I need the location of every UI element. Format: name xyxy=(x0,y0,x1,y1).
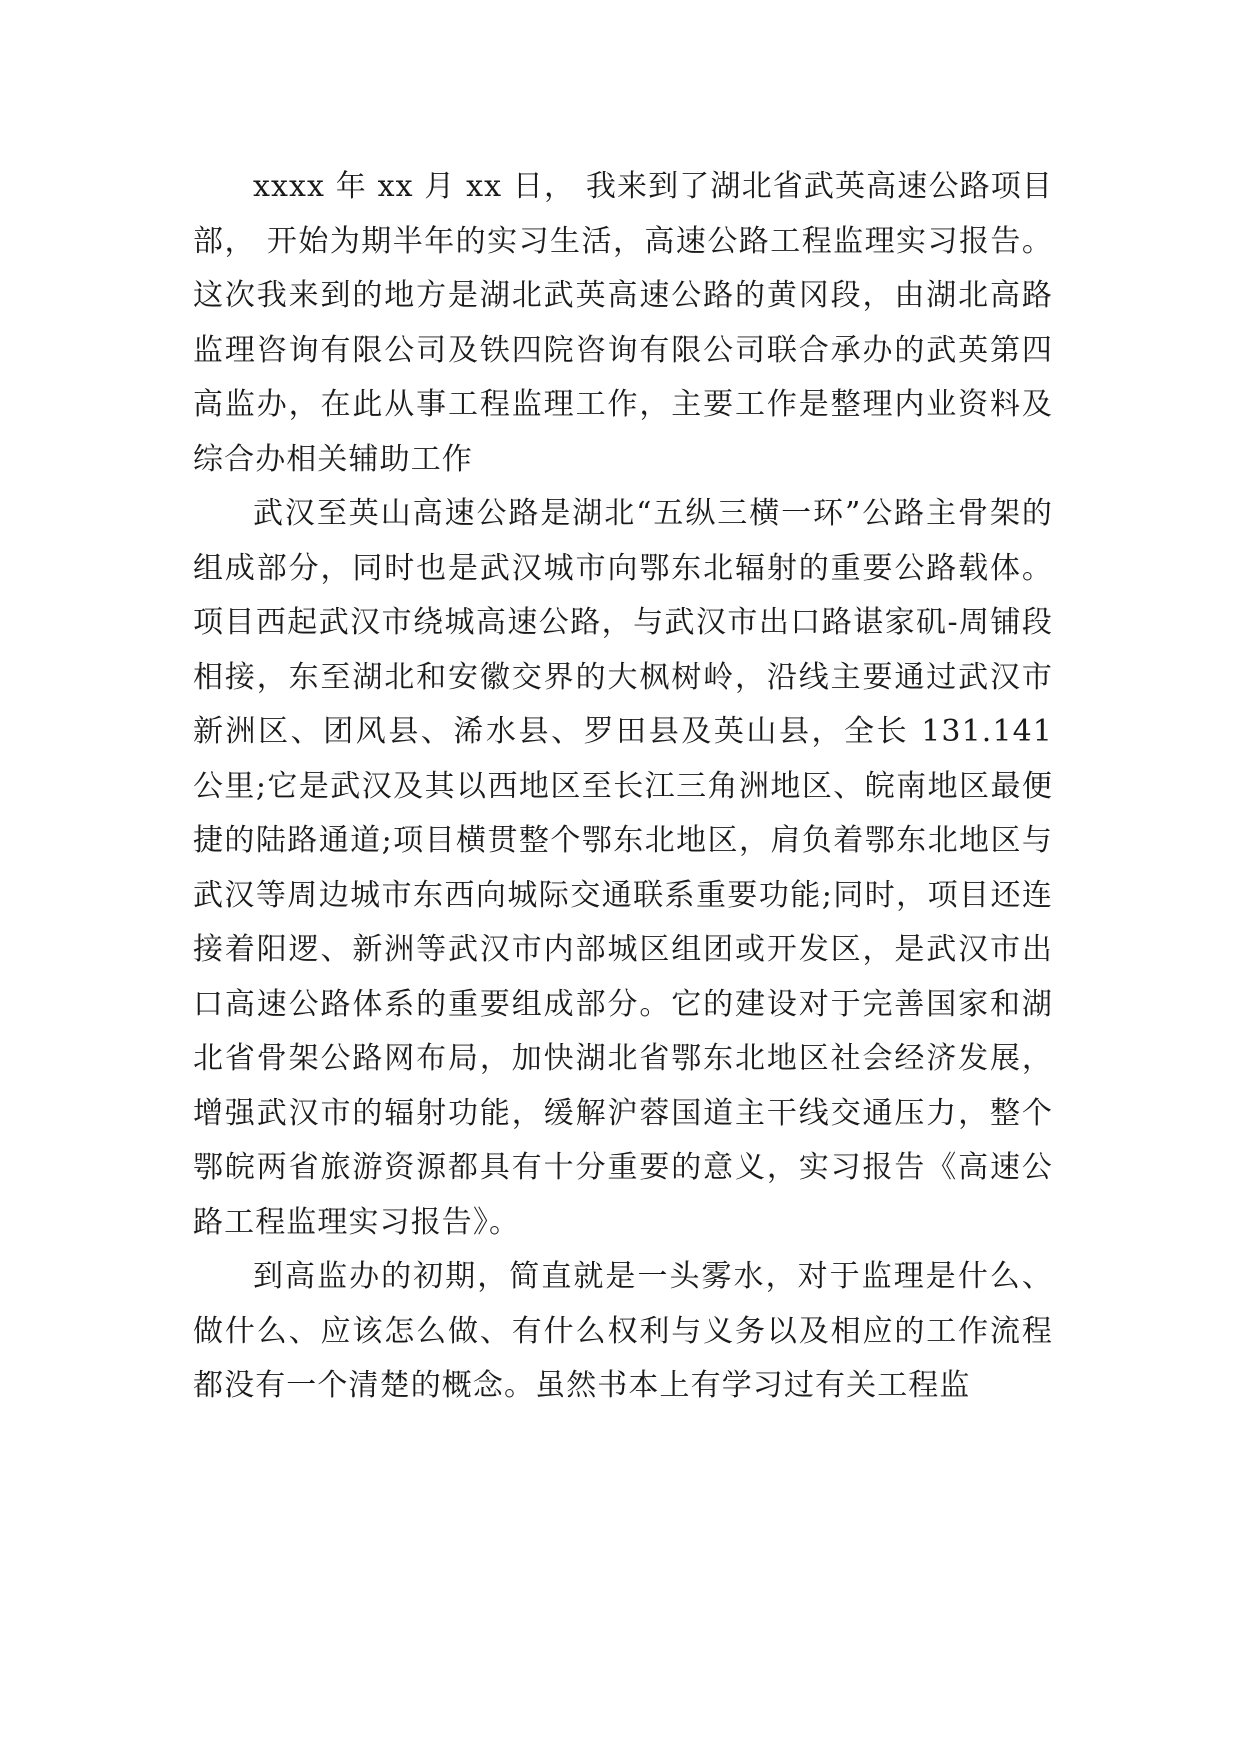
paragraph-2: 武汉至英山高速公路是湖北“五纵三横一环”公路主骨架的组成部分，同时也是武汉城市向鄂东北辐射的重要公路载体。项目西起武汉市绕城高速公路，与武汉市出口路谌家矶-周铺段相接，东至湖北和安徽交界的大枫树岭，沿线主要通过武汉市新洲区、团风县、浠水县、罗田县及英山县，全长 131.141 公里;它是武汉及其以西地区至长江三角洲地区、皖南地区最便捷的陆路通道;项目横贯整个鄂东北地区，肩负着鄂东北地区与武汉等周边城市东西向城际交通联系重要功能;同时，项目还连接着阳逻、新洲等武汉市内部城区组团或开发区，是武汉市出口高速公路体系的重要组成部分。它的建设对于完善国家和湖北省骨架公路网布局，加快湖北省鄂东北地区社会经济发展，增强武汉市的辐射功能，缓解沪蓉国道主干线交通压力，整个鄂皖两省旅游资源都具有十分重要的意义，实习报告《高速公路工程监理实习报告》。 xyxy=(193,496,1053,1240)
paragraph-1: xxxx 年 xx 月 xx 日， 我来到了湖北省武英高速公路项目部， 开始为期半年的实习生活，高速公路工程监理实习报告。这次我来到的地方是湖北武英高速公路的黄冈段，由湖北高路监理咨询有限公司及铁四院咨询有限公司联合承办的武英第四高监办，在此从事工程监理工作，主要工作是整理内业资料及综合办相关辅助工作 xyxy=(193,169,1053,477)
document-body xyxy=(193,160,1053,1414)
paragraph-3: 到高监办的初期，简直就是一头雾水，对于监理是什么、做什么、应该怎么做、有什么权利与义务以及相应的工作流程都没有一个清楚的概念。虽然书本上有学习过有关工程监 xyxy=(193,1259,1053,1403)
